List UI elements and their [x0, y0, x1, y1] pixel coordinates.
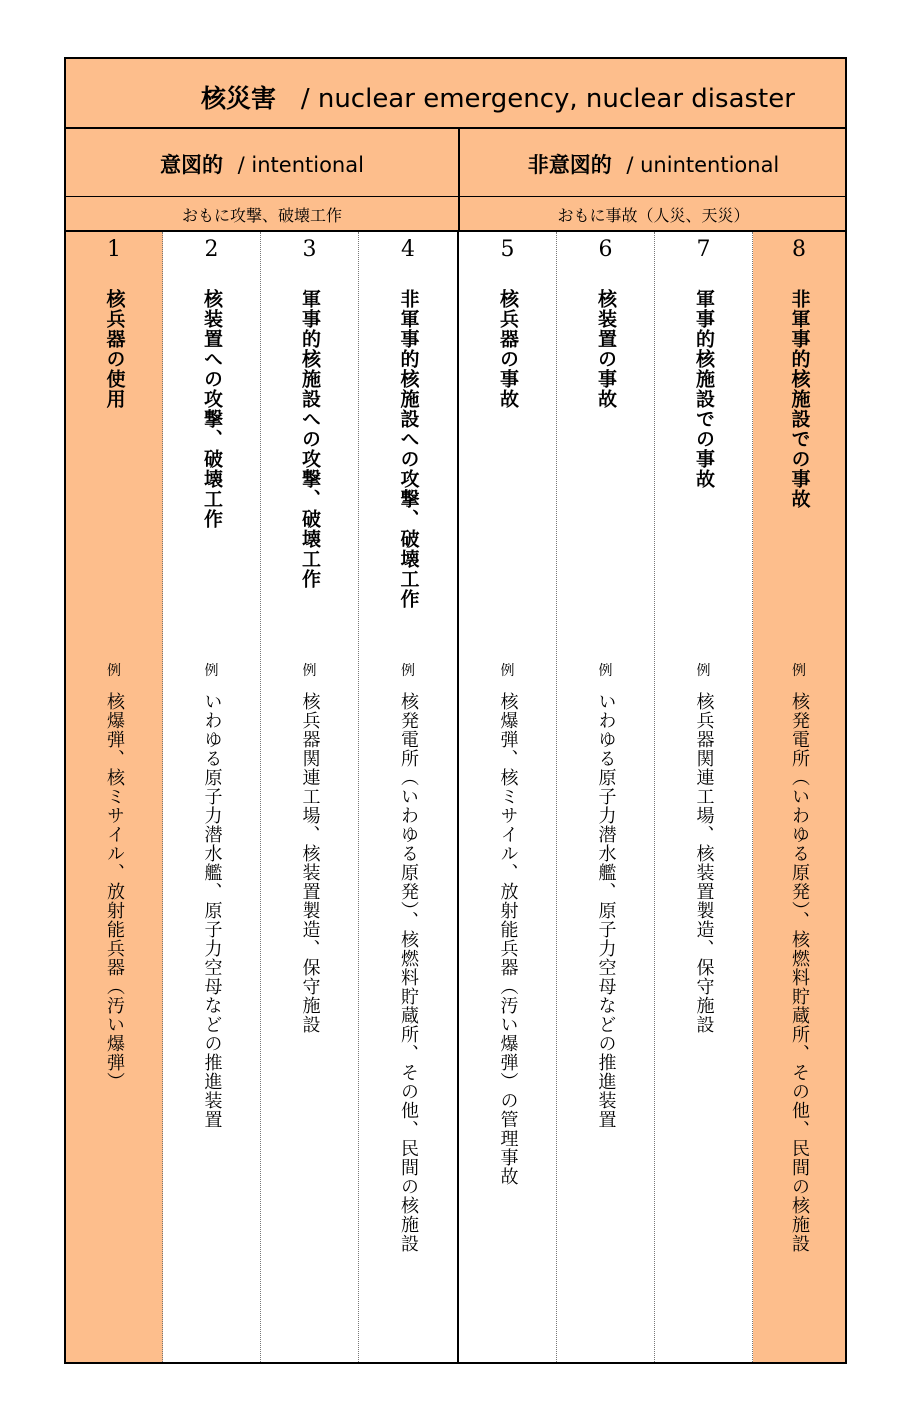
column-3 — [261, 232, 359, 1362]
example-label: 例 — [598, 663, 613, 679]
column-number: 4 — [401, 237, 415, 262]
divider — [460, 196, 847, 197]
column-heading: 非軍事的核施設での事故 — [788, 289, 811, 509]
column-6 — [557, 232, 655, 1362]
table-title — [201, 79, 795, 115]
category-intentional-sub: おもに攻撃、破壊工作 — [181, 206, 342, 225]
column-example: 核兵器関連工場、核装置製造、保守施設 — [299, 692, 321, 1034]
title-jp: 核災害 — [201, 84, 277, 113]
column-2 — [163, 232, 261, 1362]
column-example: いわゆる原子力潜水艦、原子力空母などの推進装置 — [201, 692, 223, 1129]
column-number: 2 — [204, 237, 219, 262]
column-heading: 核装置への攻撃、破壊工作 — [201, 289, 223, 529]
nuclear-disaster-table — [64, 57, 847, 1364]
title-en: / nuclear emergency, nuclear disaster — [300, 84, 795, 114]
divider — [66, 196, 458, 197]
column-example: 核発電所（いわゆる原発）、核燃料貯蔵所、その他、民間の核施設 — [398, 692, 419, 1253]
title-row — [66, 59, 845, 129]
category-unintentional-sub: おもに事故（人災、天災） — [557, 206, 750, 225]
column-heading: 核兵器の使用 — [103, 289, 126, 409]
column-example: 核爆弾、核ミサイル、放射能兵器（汚い爆弾） — [104, 692, 125, 1091]
category-unintentional-jp: 非意図的 — [527, 153, 612, 177]
example-label: 例 — [401, 663, 415, 679]
column-number: 7 — [696, 237, 711, 262]
category-unintentional — [460, 129, 847, 230]
example-label: 例 — [204, 663, 219, 679]
column-4 — [359, 232, 459, 1362]
column-heading: 非軍事的核施設への攻撃、破壊工作 — [397, 289, 420, 609]
category-intentional-en: / intentional — [237, 153, 364, 177]
column-number: 8 — [792, 237, 806, 262]
column-heading: 核兵器の事故 — [497, 289, 519, 409]
example-label: 例 — [792, 663, 806, 679]
example-label: 例 — [696, 663, 711, 679]
column-heading: 軍事的核施設での事故 — [693, 289, 715, 489]
category-intentional-jp: 意図的 — [160, 153, 224, 177]
example-label: 例 — [107, 663, 121, 679]
column-number: 5 — [500, 237, 515, 262]
column-example: いわゆる原子力潜水艦、原子力空母などの推進装置 — [595, 692, 617, 1129]
column-example: 核兵器関連工場、核装置製造、保守施設 — [693, 692, 715, 1034]
column-8 — [753, 232, 845, 1362]
example-label: 例 — [500, 663, 515, 679]
column-example: 核爆弾、核ミサイル、放射能兵器（汚い爆弾）の管理事故 — [497, 692, 519, 1186]
column-number: 6 — [598, 237, 613, 262]
column-example: 核発電所（いわゆる原発）、核燃料貯蔵所、その他、民間の核施設 — [789, 692, 810, 1253]
column-heading: 核装置の事故 — [595, 289, 617, 409]
column-1 — [66, 232, 163, 1362]
columns — [66, 232, 845, 1362]
column-5 — [459, 232, 557, 1362]
column-heading: 軍事的核施設への攻撃、破壊工作 — [299, 289, 321, 589]
category-row — [66, 129, 845, 232]
column-7 — [655, 232, 753, 1362]
column-number: 3 — [302, 237, 317, 262]
example-label: 例 — [302, 663, 317, 679]
category-unintentional-en: / unintentional — [626, 153, 780, 177]
category-intentional — [66, 129, 460, 230]
column-number: 1 — [107, 237, 121, 262]
